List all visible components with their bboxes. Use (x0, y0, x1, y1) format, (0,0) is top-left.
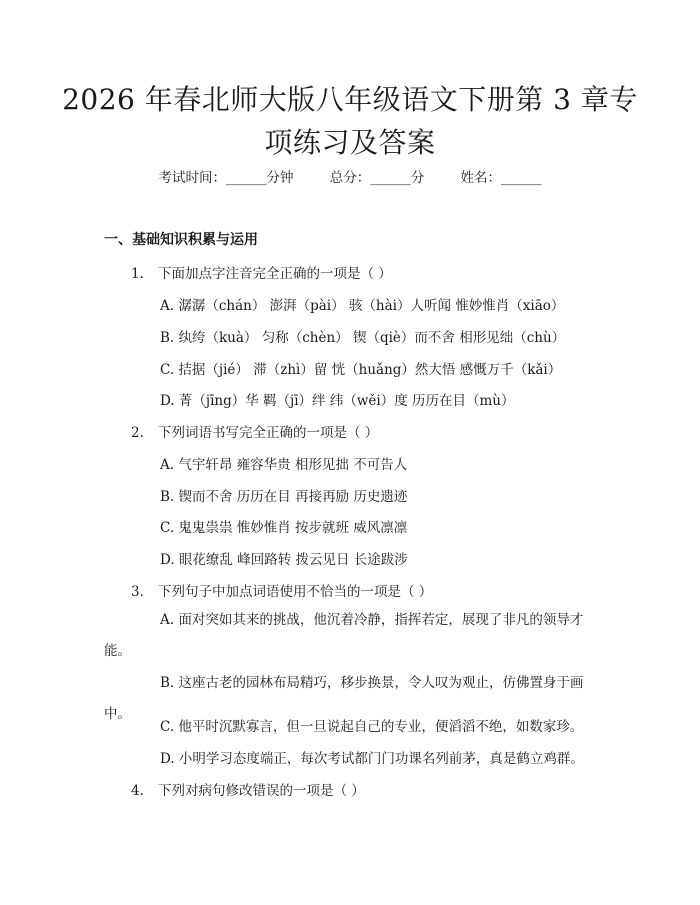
question-stem: 下列词语书写完全正确的一项是（ ） (158, 425, 379, 441)
q2-option-a: A. 气宇轩昂 雍容华贵 相形见拙 不可告人 (160, 457, 408, 473)
question-stem: 下列对病句修改错误的一项是（ ） (158, 783, 365, 799)
q1-option-d: D. 菁（jīng）华 羁（jī）绊 纬（wěi）度 历历在目（mù） (160, 393, 515, 409)
question-number: 1. (131, 266, 144, 282)
section-heading: 一、基础知识积累与运用 (104, 232, 258, 248)
q3-option-b: B. 这座古老的园林布局精巧，移步换景，令人叹为观止，仿佛置身于画中。 (104, 675, 584, 722)
q2-option-d: D. 眼花缭乱 峰回路转 拨云见日 长途跋涉 (160, 552, 408, 568)
q2-option-b: B. 锲而不舍 历历在目 再接再励 历史遗迹 (160, 489, 408, 505)
q2-option-c: C. 鬼鬼祟祟 惟妙惟肖 按步就班 威风凛凛 (160, 520, 408, 536)
question-3 (131, 580, 432, 600)
total-score: 总分：______分 (329, 170, 425, 186)
q3-option-c: C. 他平时沉默寡言，但一旦说起自己的专业，便滔滔不绝，如数家珍。 (160, 719, 584, 735)
q1-option-b: B. 纨绔（kuà） 匀称（chèn） 锲（qiè）而不舍 相形见绌（chù） (160, 330, 566, 346)
q1-option-c: C. 拮据（jié） 滞（zhì）留 恍（huǎng）然大悟 感慨万千（kǎi） (160, 362, 562, 378)
document-title: 2026 年春北师大版八年级语文下册第 3 章专项练习及答案 (62, 83, 638, 159)
q1-option-a: A. 潺潺（chán） 澎湃（pài） 骇（hài）人听闻 惟妙惟肖（xiāo） (160, 298, 565, 314)
question-number: 4. (131, 783, 144, 799)
exam-meta (0, 166, 700, 186)
question-stem: 下面加点字注音完全正确的一项是（ ） (158, 266, 392, 282)
question-4 (131, 779, 365, 799)
question-1 (131, 262, 392, 282)
question-2 (131, 421, 378, 441)
exam-time: 考试时间：______分钟 (158, 170, 294, 186)
student-name: 姓名：______ (460, 170, 542, 186)
q3-option-d: D. 小明学习态度端正，每次考试都门门功课名列前茅，真是鹤立鸡群。 (160, 751, 584, 767)
q3-option-a: A. 面对突如其来的挑战，他沉着冷静，指挥若定，展现了非凡的领导才能。 (104, 612, 584, 659)
question-stem: 下列句子中加点词语使用不恰当的一项是（ ） (158, 584, 433, 600)
question-number: 3. (131, 584, 144, 600)
question-number: 2. (131, 425, 144, 441)
